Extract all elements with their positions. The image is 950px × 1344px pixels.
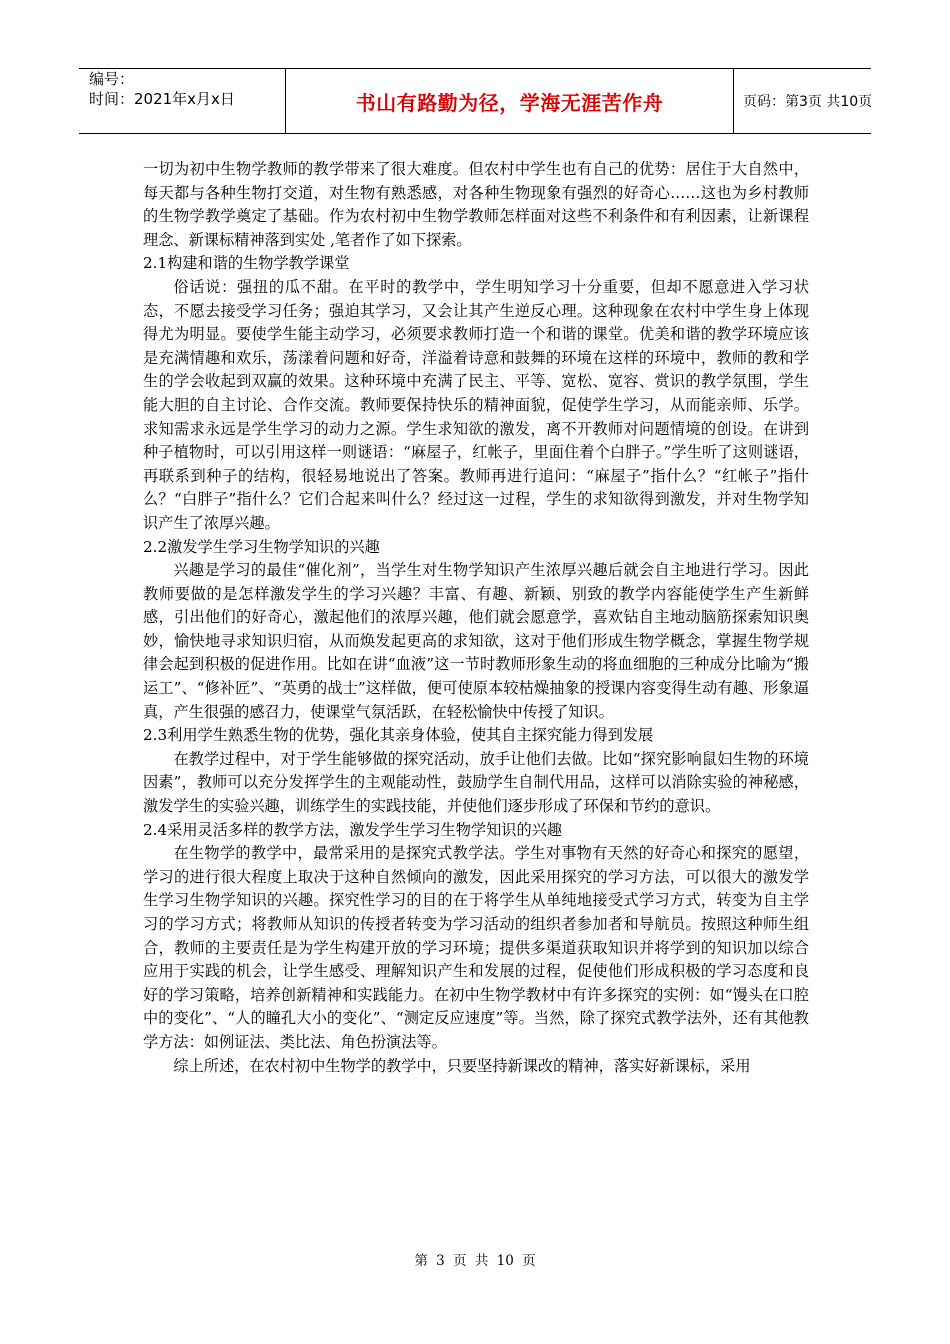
- header-meta: [79, 69, 285, 133]
- section-paragraph-2-1: 俗话说：强扭的瓜不甜。在平时的教学中，学生明知学习十分重要，但却不愿意进入学习状态，不愿去接受学习任务；强迫其学习，又会让其产生逆反心理。这种现象在农村中学生身上体现得尤为明显。要使学生能主动学习，必须要求教师打造一个和谐的课堂。优美和谐的教学环境应该是充满情趣和欢乐，荡漾着问题和好奇，洋溢着诗意和鼓舞的环境在这样的环境中，教师的教和学生的学会收起到双赢的效果。这种环境中充满了民主、平等、宽松、宽容、赏识的教学氛围，学生能大胆的自主讨论、合作交流。教师要保持快乐的精神面貌，促使学生学习，从而能亲师、乐学。求知需求永远是学生学习的动力之源。学生求知欲的激发，离不开教师对问题情境的创设。在讲到种子植物时，可以引用这样一则谜语：“麻屋子，红帐子，里面住着个白胖子。”学生听了这则谜语，再联系到种子的结构，很轻易地说出了答案。教师再进行追问：“麻屋子”指什么？“红帐子”指什么？“白胖子”指什么？它们合起来叫什么？经过这一过程，学生的求知欲得到激发，并对生物学知识产生了浓厚兴趣。: [143, 277, 809, 532]
- section-paragraph-2-2: 兴趣是学习的最佳“催化剂”，当学生对生物学知识产生浓厚兴趣后就会自主地进行学习。因此教师要做的是怎样激发学生的学习兴趣？丰富、有趣、新颖、别致的教学内容能使学生产生新鲜感，引出他们的好奇心，激起他们的浓厚兴趣，他们就会愿意学，喜欢钻自主地动脑筋探索知识奥妙，愉快地寻求知识归宿，从而焕发起更高的求知欲，这对于他们形成生物学概念，掌握生物学规律会起到积极的促进作用。比如在讲“血液”这一节时教师形象生动的将血细胞的三种成分比喻为“搬运工”、“修补匠”、“英勇的战士”这样做，便可使原本较枯燥抽象的授课内容变得生动有趣、形象逼真，产生很强的感召力，使课堂气氛活跃，在轻松愉快中传授了知识。: [143, 561, 809, 721]
- intro-paragraph: 一切为初中生物学教师的教学带来了很大难度。但农村中学生也有自己的优势：居住于大自然中，每天都与各种生物打交道，对生物有熟悉感，对各种生物现象有强烈的好奇心……这也为乡村教师的生物学教学奠定了基础。作为农村初中生物学教师怎样面对这些不利条件和有利因素，让新课程理念、新课标精神落到实处 ,笔者作了如下探索。: [143, 160, 809, 249]
- document-date-label: 时间：2021年x月x日: [89, 90, 235, 108]
- page-header: [79, 68, 871, 134]
- closing-paragraph: 综上所述，在农村初中生物学的教学中，只要坚持新课改的精神，落实好新课标，采用: [173, 1056, 751, 1075]
- header-page-cell: [733, 69, 871, 133]
- page-footer: 第 3 页 共 10 页: [414, 1253, 536, 1269]
- header-motto: 书山有路勤为径，学海无涯苦作舟: [355, 90, 664, 115]
- section-heading-2-1: 2.1构建和谐的生物学教学课堂: [143, 254, 350, 273]
- section-paragraph-2-4: 在生物学的教学中，最常采用的是探究式教学法。学生对事物有天然的好奇心和探究的愿望，学习的进行很大程度上取决于这种自然倾向的激发，因此采用探究的学习方法，可以很大的激发学生学习生物学知识的兴趣。探究性学习的目的在于将学生从单纯地接受式学习方式，转变为自主学习的学习方式；将教师从知识的传授者转变为学习活动的组织者参加者和导航员。按照这种师生组合，教师的主要责任是为学生构建开放的学习环境；提供多渠道获取知识并将学到的知识加以综合应用于实践的机会，让学生感受、理解知识产生和发展的过程，促使他们形成积极的学习态度和良好的学习策略，培养创新精神和实践能力。在初中生物学教材中有许多探究的实例：如“馒头在口腔中的变化”、“人的瞳孔大小的变化”、“测定反应速度”等。当然，除了探究式教学法外，还有其他教学方法：如例证法、类比法、角色扮演法等。: [143, 844, 809, 1051]
- header-motto-cell: [285, 69, 734, 133]
- section-paragraph-2-3: 在教学过程中，对于学生能够做的探究活动，放手让他们去做。比如“探究影响鼠妇生物的环境因素”，教师可以充分发挥学生的主观能动性，鼓励学生自制代用品，这样可以消除实验的神秘感，激发学生的实验兴趣，训练学生的实践技能，并使他们逐步形成了环保和节约的意识。: [143, 749, 809, 816]
- document-number-label: 编号：: [89, 70, 135, 88]
- document-body: [143, 158, 809, 1078]
- header-page-info: 页码：第3页 共10页: [743, 94, 873, 110]
- section-heading-2-3: 2.3利用学生熟悉生物的优势，强化其亲身体验，使其自主探究能力得到发展: [143, 726, 654, 745]
- section-heading-2-2: 2.2激发学生学习生物学知识的兴趣: [143, 537, 380, 556]
- section-heading-2-4: 2.4采用灵活多样的教学方法，激发学生学习生物学知识的兴趣: [143, 820, 563, 839]
